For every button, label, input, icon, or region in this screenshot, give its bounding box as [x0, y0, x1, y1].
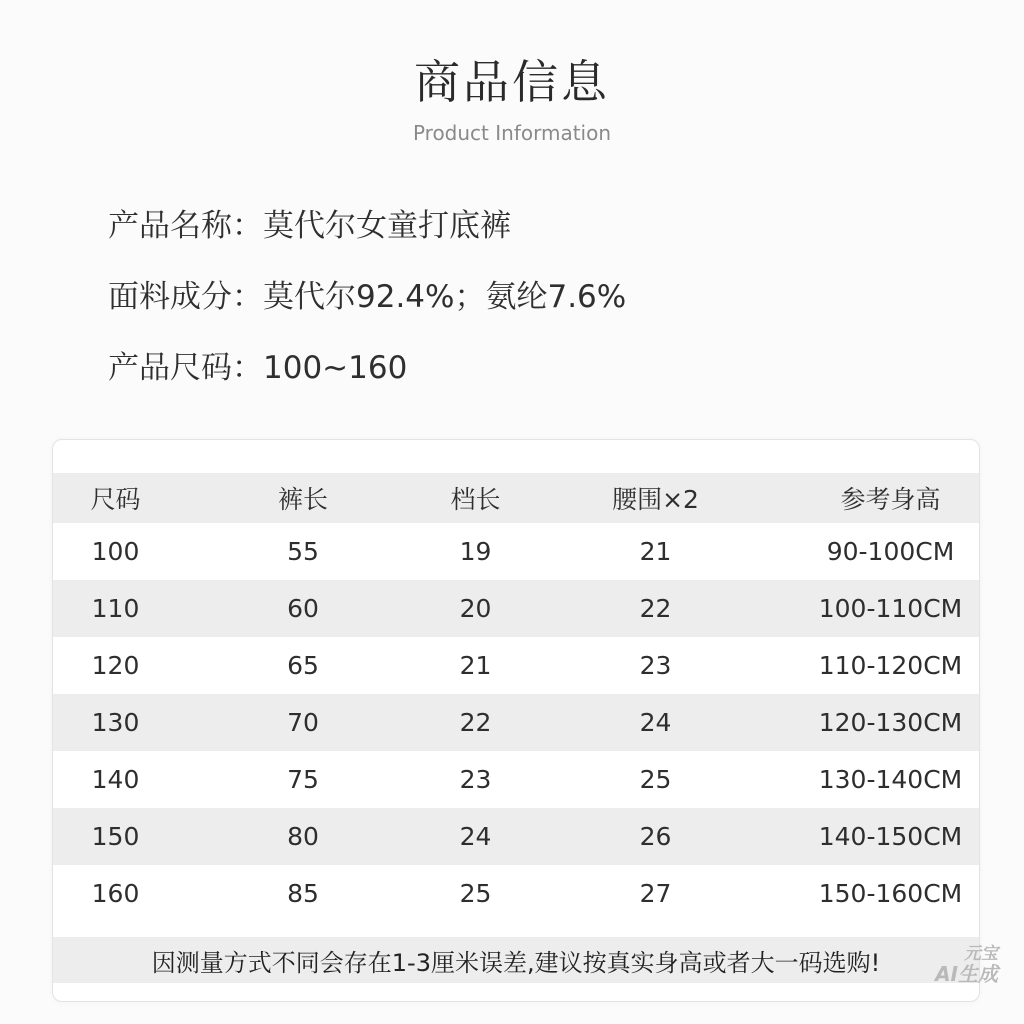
table-row — [53, 865, 979, 922]
table-cell: 70 — [287, 708, 319, 737]
table-cell: 23 — [639, 651, 672, 680]
header-cell: 裤长 — [277, 485, 328, 514]
page-title: 商品信息 — [414, 55, 610, 109]
table-cell: 65 — [287, 651, 319, 680]
table-cell: 130-140CM — [818, 765, 963, 794]
info-row-fabric — [108, 271, 626, 342]
table-cell: 100-110CM — [818, 594, 963, 623]
info-value: 莫代尔女童打底裤 — [263, 208, 511, 244]
size-table — [53, 473, 979, 922]
table-cell: 21 — [459, 651, 492, 680]
info-value: 莫代尔92.4%；氨纶7.6% — [263, 279, 627, 315]
table-cell: 140 — [91, 765, 140, 794]
table-cell: 26 — [639, 822, 672, 851]
table-cell: 25 — [639, 765, 672, 794]
table-cell: 120 — [91, 651, 140, 680]
table-row — [53, 523, 979, 580]
table-row — [53, 808, 979, 865]
table-cell: 25 — [459, 879, 492, 908]
info-label: 产品名称： — [108, 208, 263, 244]
table-cell: 19 — [459, 537, 492, 566]
table-cell: 60 — [287, 594, 319, 623]
table-cell: 150 — [91, 822, 140, 851]
page-header — [0, 52, 1024, 146]
watermark-line: AI生成 — [935, 962, 998, 986]
table-cell: 110 — [91, 594, 140, 623]
measurement-note: 因测量方式不同会存在1-3厘米误差,建议按真实身高或者大一码选购! — [53, 937, 979, 983]
table-cell: 21 — [639, 537, 672, 566]
table-cell: 130 — [91, 708, 140, 737]
table-row — [53, 694, 979, 751]
table-cell: 140-150CM — [818, 822, 963, 851]
table-cell: 110-120CM — [818, 651, 963, 680]
page-subtitle: Product Information — [412, 121, 612, 145]
table-header-row — [53, 473, 979, 523]
table-cell: 22 — [639, 594, 672, 623]
table-cell: 24 — [459, 822, 492, 851]
info-value: 100~160 — [263, 350, 408, 386]
table-cell: 24 — [639, 708, 672, 737]
table-cell: 75 — [287, 765, 319, 794]
ai-watermark — [918, 944, 998, 984]
table-cell: 100 — [91, 537, 140, 566]
info-row-name — [108, 200, 626, 271]
info-label: 产品尺码： — [108, 350, 263, 386]
table-cell: 90-100CM — [826, 537, 955, 566]
header-cell: 尺码 — [90, 485, 141, 514]
table-cell: 23 — [459, 765, 492, 794]
table-cell: 20 — [459, 594, 492, 623]
table-cell: 160 — [91, 879, 140, 908]
table-cell: 120-130CM — [818, 708, 963, 737]
table-cell: 22 — [459, 708, 492, 737]
table-cell: 85 — [287, 879, 319, 908]
table-row — [53, 637, 979, 694]
table-cell: 80 — [287, 822, 319, 851]
table-cell: 55 — [287, 537, 319, 566]
header-cell: 腰围×2 — [612, 485, 699, 514]
info-row-size — [108, 342, 626, 413]
product-info — [108, 200, 626, 413]
table-row — [53, 751, 979, 808]
header-cell: 档长 — [450, 485, 501, 514]
size-chart-card — [52, 439, 980, 1002]
table-cell: 27 — [639, 879, 672, 908]
table-row — [53, 580, 979, 637]
header-cell: 参考身高 — [840, 485, 941, 514]
watermark-line: 元宝 — [964, 944, 998, 964]
info-label: 面料成分： — [108, 279, 263, 315]
table-cell: 150-160CM — [818, 879, 963, 908]
